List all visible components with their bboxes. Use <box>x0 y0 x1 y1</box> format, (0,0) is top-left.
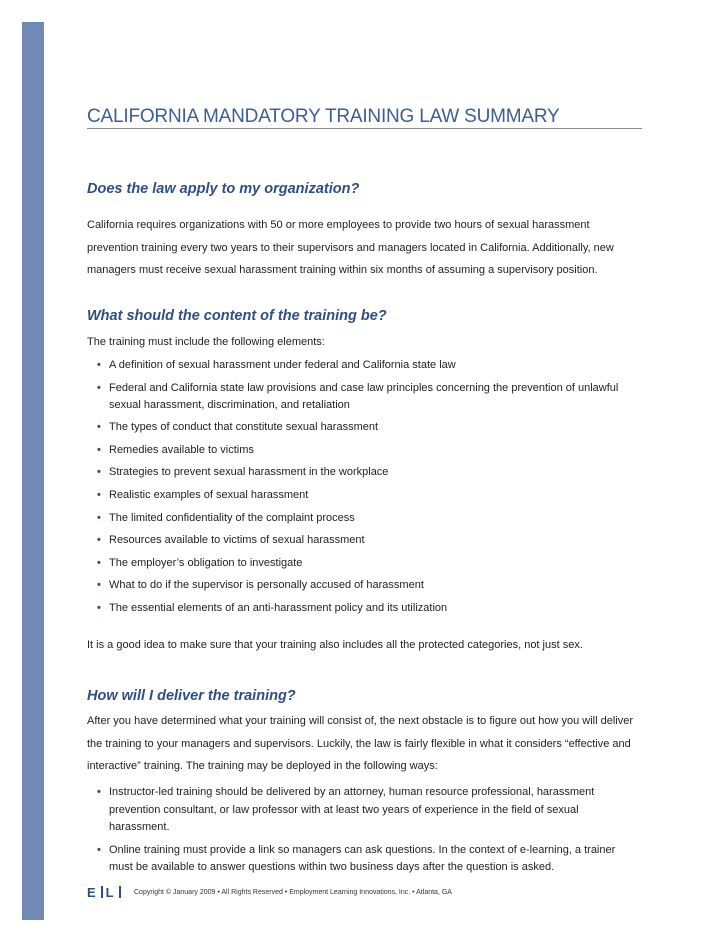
bullet-icon: • <box>97 601 101 614</box>
bullet-icon: • <box>97 488 101 501</box>
section-paragraph-applicability: California requires organizations with 50 or more employees to provide two hours of sexual harassment prevention training every two years to their supervisors and managers located in California. Additionally, new managers must receive sexual harassment training within six months of assuming a supervisory position. <box>87 219 614 276</box>
bullet-icon: • <box>97 421 101 434</box>
title-divider <box>87 128 642 129</box>
section-intro-content: The training must include the following elements: <box>87 336 325 348</box>
bullet-icon: • <box>97 579 101 592</box>
bullet-icon: • <box>97 466 101 479</box>
section-closing-content: It is a good idea to make sure that your training also includes all the protected categories, not just sex. <box>87 639 583 651</box>
list-item: • Strategies to prevent sexual harassment in the workplace <box>97 464 642 481</box>
delivery-methods-list <box>97 784 642 882</box>
content-elements-list <box>97 357 642 623</box>
bullet-icon: • <box>97 786 101 798</box>
bullet-icon: • <box>97 443 101 456</box>
bullet-icon: • <box>97 381 101 394</box>
decorative-sidebar-bar <box>22 22 44 920</box>
list-item: • The employer’s obligation to investigate <box>97 555 642 572</box>
list-item: • Online training must provide a link so managers can ask questions. In the context of e-learning, a trainer must be available to answer questions within two business days after the question is asked. <box>97 843 616 873</box>
bullet-icon: • <box>97 511 101 524</box>
list-item: • The limited confidentiality of the complaint process <box>97 510 642 527</box>
section-heading-content: What should the content of the training be? <box>87 308 387 324</box>
list-item: • The types of conduct that constitute sexual harassment <box>97 419 642 436</box>
section-heading-delivery: How will I deliver the training? <box>87 688 296 704</box>
bullet-icon: • <box>97 359 101 371</box>
list-item: • Instructor-led training should be delivered by an attorney, human resource professional, harassment prevention consultant, or law professor with at least two years of experience in the field of sexual harassment. <box>97 786 595 833</box>
bullet-icon: • <box>97 534 101 547</box>
bullet-icon: • <box>97 556 101 569</box>
list-item: • The essential elements of an anti-harassment policy and its utilization <box>97 600 642 617</box>
list-item: • Realistic examples of sexual harassment <box>97 487 642 504</box>
eli-logo: E L <box>87 885 132 900</box>
document-title: CALIFORNIA MANDATORY TRAINING LAW SUMMARY <box>87 106 560 127</box>
logo-divider <box>119 886 121 898</box>
list-item: • What to do if the supervisor is personally accused of harassment <box>97 577 642 594</box>
list-item: • Federal and California state law provisions and case law principles concerning the prevention of unlawful sexual harassment, discrimination, and retaliation <box>97 381 619 411</box>
list-item: • Remedies available to victims <box>97 442 642 459</box>
logo-divider <box>101 886 103 898</box>
copyright-text: Copyright © January 2009 • All Rights Reserved • Employment Learning Innovations, Inc. • Atlanta, GA <box>134 888 452 896</box>
bullet-icon: • <box>97 843 101 856</box>
list-item: • Resources available to victims of sexual harassment <box>97 532 642 549</box>
section-paragraph-delivery: After you have determined what your training will consist of, the next obstacle is to figure out how you will deliver the training to your managers and supervisors. Luckily, the law is fairly flexible in what it considers “effective and interactive” training. The training may be deployed in the following ways: <box>87 715 633 772</box>
page-footer <box>87 884 642 900</box>
list-item: • A definition of sexual harassment under federal and California state law <box>97 357 642 374</box>
section-heading-applicability: Does the law apply to my organization? <box>87 181 360 197</box>
